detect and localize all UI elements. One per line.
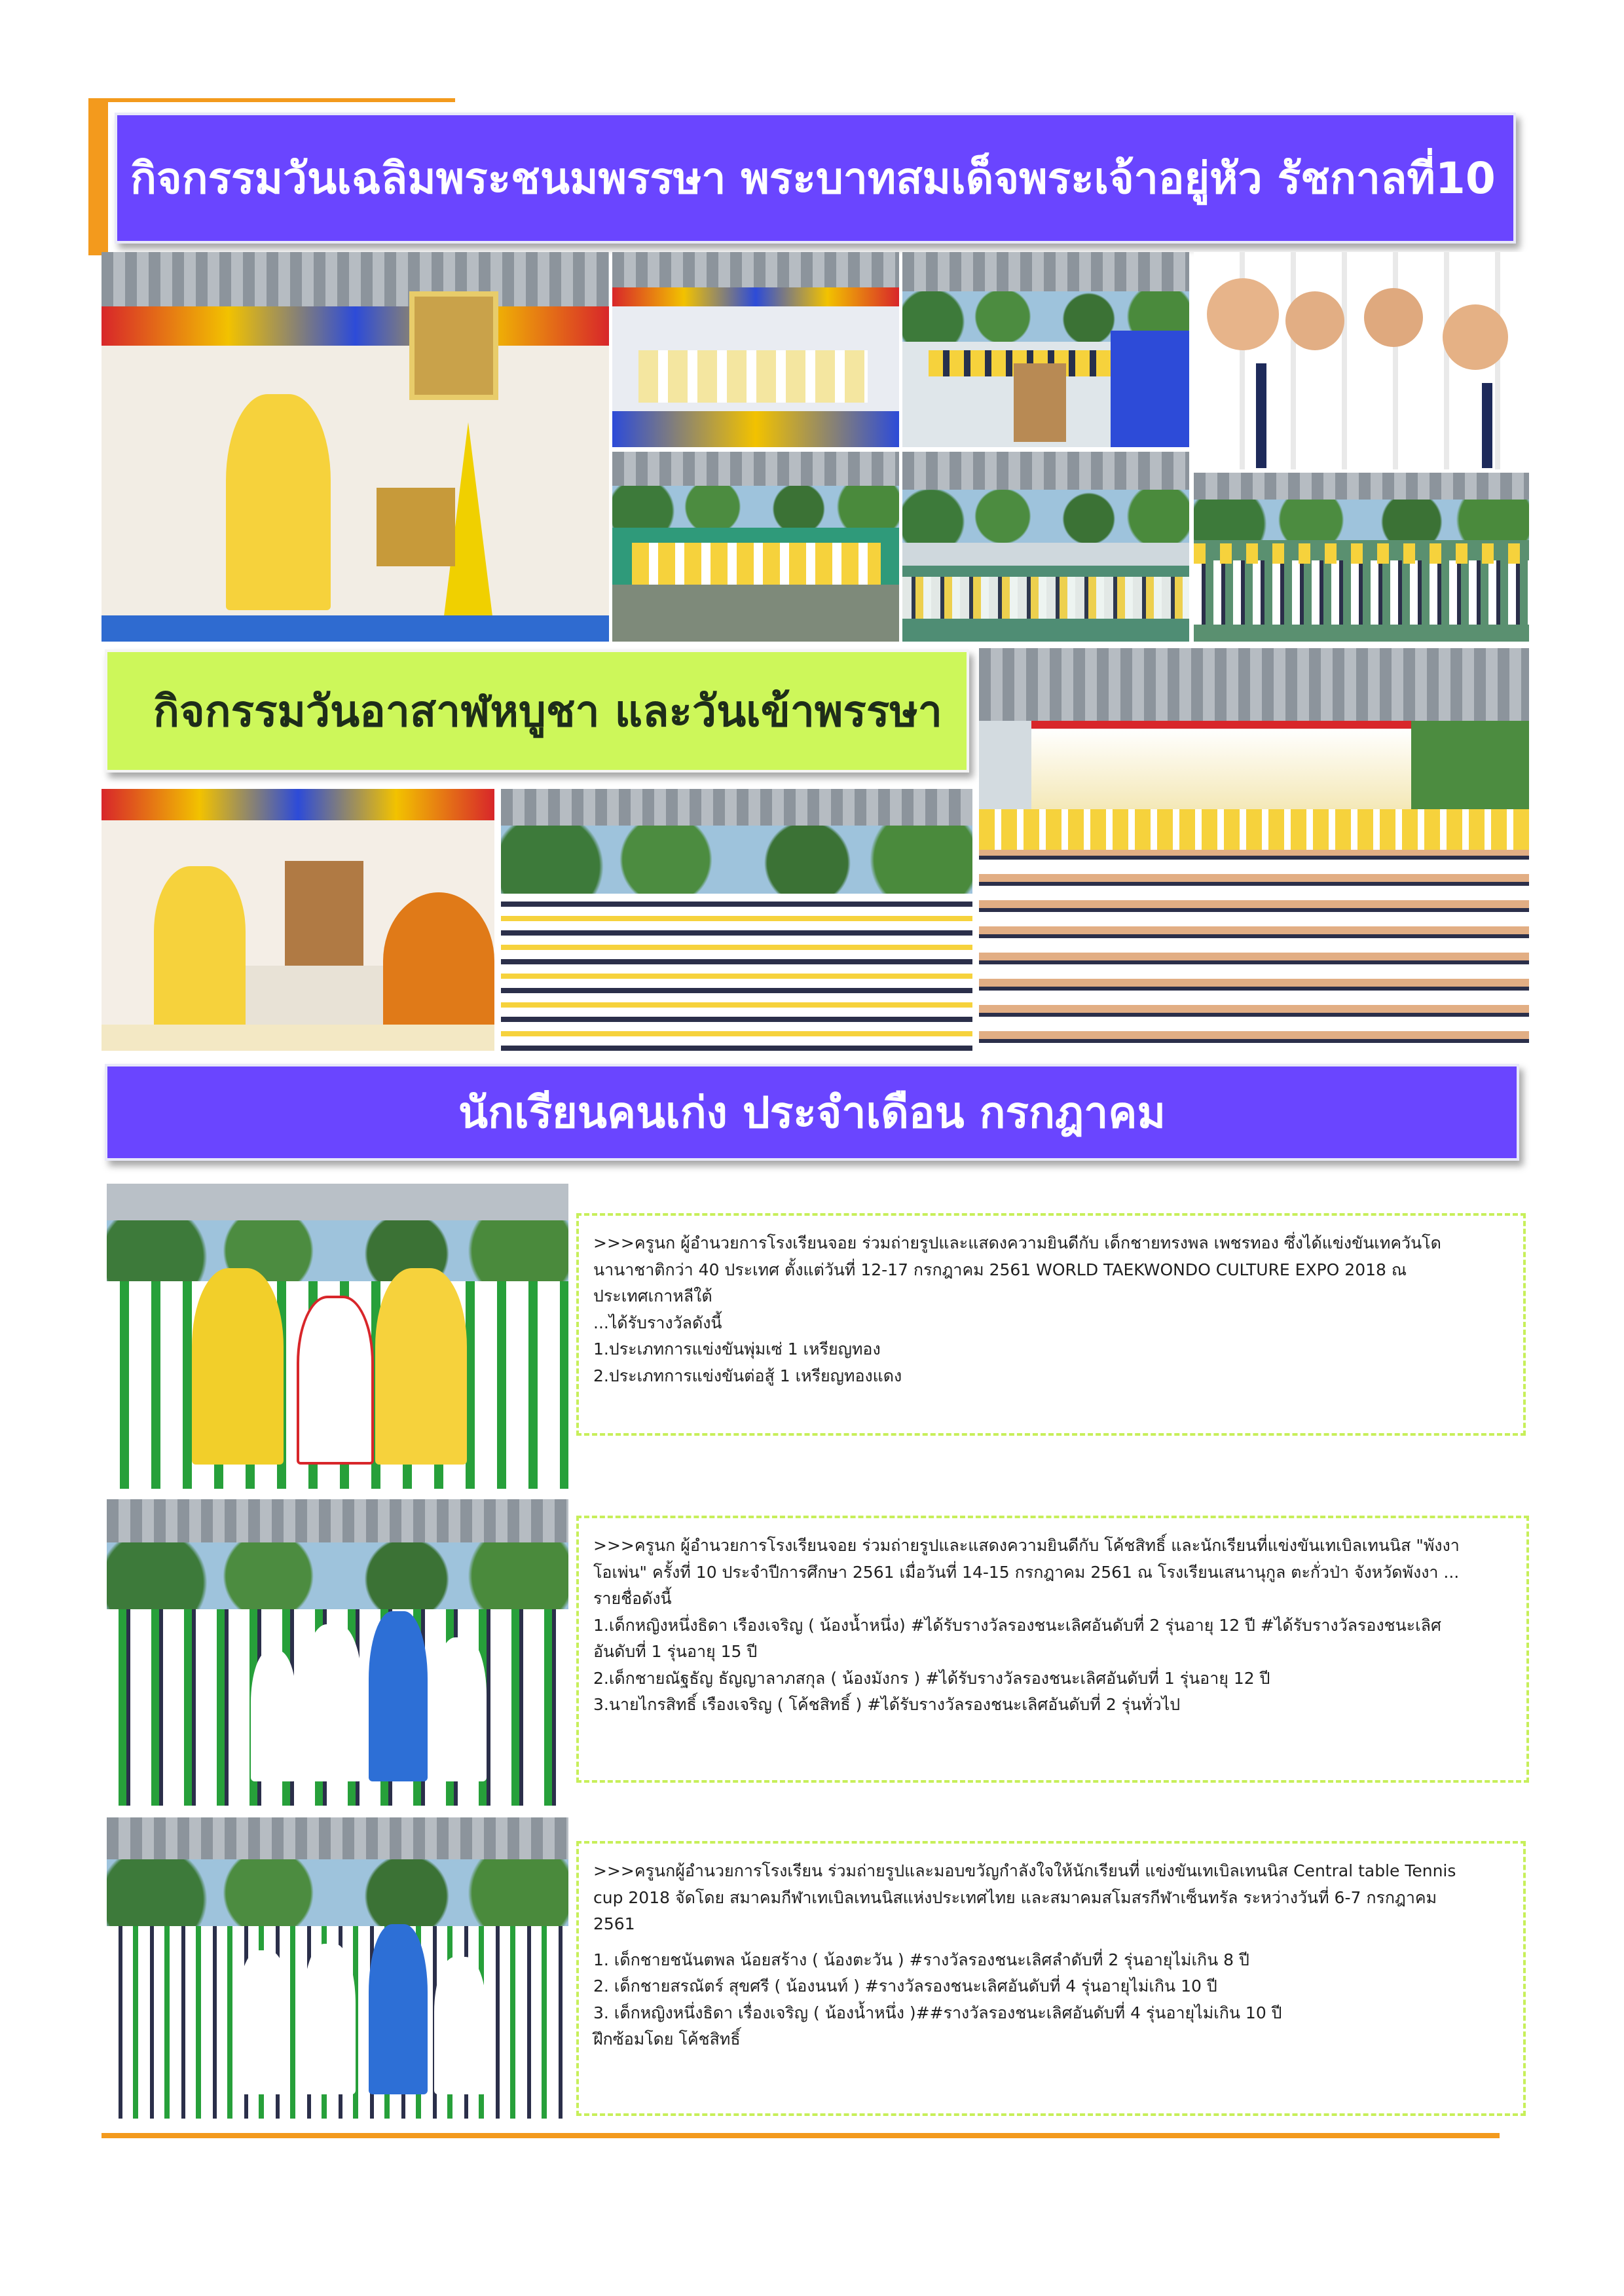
story-line: 1.ประเภทการแข่งขันพุ่มเซ่ 1 เหรียญทอง — [593, 1339, 881, 1358]
story-line: โอเพ่น" ครั้งที่ 10 ประจำปีการศึกษา 2561 เมื่อวันที่ 14-15 กรกฎาคม 2561 ณ โรงเรียนเสนานุกูล ตะกั่วป่า จังหวัดพังงา ... — [593, 1562, 1460, 1582]
photo-table-tennis-phangnga — [107, 1499, 568, 1806]
story-line: 1.เด็กหญิงหนึ่งธิดา เรืองเจริญ ( น้องน้ำหนึ่ง) #ได้รับรางวัลรองชนะเลิศอันดับที่ 2 รุ่นอายุ 12 ปี #ได้รับรางวัลรองชนะเลิศ — [593, 1615, 1441, 1635]
photo-stage-dance — [612, 252, 899, 447]
story-taekwondo — [576, 1213, 1526, 1436]
story-central-cup — [576, 1841, 1526, 2116]
story-line: >>>ครูนกผู้อำนวยการโรงเรียน ร่วมถ่ายรูปและมอบขวัญกำลังใจให้นักเรียนที่ แข่งขันเทเบิลเทนนิส Central table Tennis — [593, 1861, 1456, 1880]
photo-dance-group — [612, 452, 899, 642]
section-header-students-of-month — [105, 1064, 1519, 1161]
orange-accent-bottom — [101, 2133, 1500, 2138]
section-header-asalha — [105, 649, 969, 773]
story-line: >>>ครูนก ผู้อำนวยการโรงเรียนจอย ร่วมถ่ายรูปและแสดงความยินดีกับ โค้ชสิทธิ์ และนักเรียนที่แข่งขันเทเบิลเทนนิส "พังงา — [593, 1536, 1460, 1555]
story-line: 2. เด็กชายสรณัตร์ สุขศรี ( น้องนนท์ ) #รางวัลรองชนะเลิศอันดับที่ 4 รุ่นอายุไม่เกิน 10 ปี — [593, 1977, 1217, 1995]
story-line: 3.นายไกรสิทธิ์ เรืองเจริญ ( โค้ชสิทธิ์ ) #ได้รับรางวัลรองชนะเลิศอันดับที่ 2 รุ่นทั่วไป — [593, 1695, 1181, 1714]
photo-students-singing — [1194, 252, 1529, 469]
story-line: cup 2018 จัดโดย สมาคมกีฬาเทเบิลเทนนิสแห่งประเทศไทย และสมาคมสโมสรกีฬาเซ็นทรัล ระหว่างวันที่ 6-7 กรกฎาคม — [593, 1887, 1437, 1907]
section-title: กิจกรรมวันเฉลิมพระชนมพรรษา พระบาทสมเด็จพระเจ้าอยู่หัว รัชกาลที่10 — [130, 153, 1496, 204]
photo-assembly-hall — [902, 452, 1189, 642]
story-line: >>>ครูนก ผู้อำนวยการโรงเรียนจอย ร่วมถ่ายรูปและแสดงความยินดีกับ เด็กชายทรงพล เพชรทอง ซึ่งได้แข่งขันเทควันโด — [593, 1233, 1441, 1252]
story-line: รายชื่อดังนี้ — [593, 1589, 672, 1608]
photo-taekwondo-award — [107, 1184, 568, 1489]
story-phangnga-open — [576, 1516, 1529, 1783]
story-line: 2.ประเภทการแข่งขันต่อสู้ 1 เหรียญทองแดง — [593, 1366, 902, 1385]
story-line: ฝึกซ้อมโดย โค้ชสิทธิ์ — [593, 2030, 741, 2049]
photo-central-cup — [107, 1817, 568, 2119]
story-line: 3. เด็กหญิงหนึ่งธิดา เรื่องเจริญ ( น้องน้ำหนึ่ง )##รางวัลรองชนะเลิศอันดับที่ 4 รุ่นอายุไม่เกิน 10 ปี — [593, 2003, 1282, 2022]
photo-monk-offering — [101, 789, 494, 1051]
photo-offering-ceremony — [101, 252, 609, 642]
photo-students-lined-up — [1194, 473, 1529, 642]
story-line: 2.เด็กชายณัฐธัญ ธัญญาลาภสกุล ( น้องมังกร ) #ได้รับรางวัลรองชนะเลิศอันดับที่ 1 รุ่นอายุ 12 ปี — [593, 1668, 1270, 1688]
photo-podium-speech — [902, 252, 1189, 447]
orange-accent-left — [88, 98, 108, 255]
story-line: นานาชาติกว่า 40 ประเทศ ตั้งแต่วันที่ 12-17 กรกฎาคม 2561 WORLD TAEKWONDO CULTURE EXPO 2018 ณ — [593, 1260, 1407, 1279]
story-line: ประเทศเกาหลีใต้ — [593, 1286, 712, 1305]
story-line: ...ได้รับรางวัลดังนี้ — [593, 1313, 722, 1332]
photo-hall-ceremony — [979, 648, 1529, 1051]
photo-students-seated — [501, 789, 972, 1051]
story-line: 1. เด็กชายชนันตพล น้อยสร้าง ( น้องตะวัน ) #รางวัลรองชนะเลิศลำดับที่ 2 รุ่นอายุไม่เกิน 8 ปี — [593, 1950, 1249, 1969]
section-title: กิจกรรมวันอาสาฬหบูชา และวันเข้าพรรษา — [153, 685, 942, 737]
orange-accent-top — [88, 98, 455, 102]
spacer — [593, 1938, 1509, 1947]
story-line: อันดับที่ 1 รุ่นอายุ 15 ปี — [593, 1642, 758, 1661]
section-header-birthday — [115, 113, 1516, 244]
section-title: นักเรียนคนเก่ง ประจำเดือน กรกฎาคม — [458, 1087, 1166, 1138]
story-line: 2561 — [593, 1914, 635, 1933]
